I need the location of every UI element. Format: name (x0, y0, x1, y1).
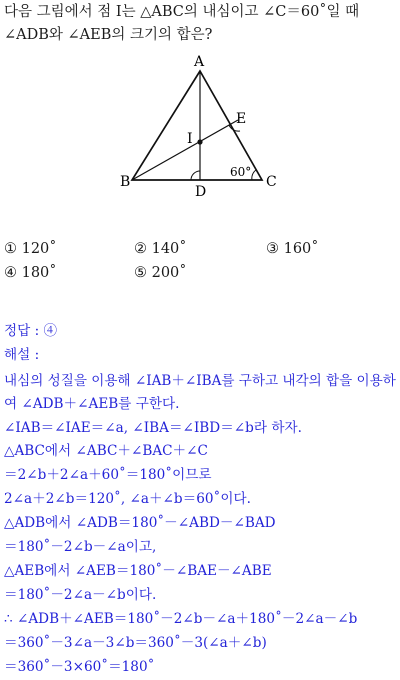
label-c: C (266, 174, 277, 190)
label-i: I (187, 131, 193, 147)
label-a: A (194, 54, 205, 70)
explanation-line-7: △ADB에서 ∠ADB＝180˚－∠ABD－∠BAD (4, 515, 276, 531)
explanation-line-10: ＝180˚－2∠a－∠b이다. (4, 587, 157, 603)
explanation-line-5: ＝2∠b＋2∠a＋60˚＝180˚이므로 (4, 467, 212, 483)
answer-line: 정답 : ④ (4, 323, 58, 339)
explanation-line-11: ∴ ∠ADB＋∠AEB＝180˚－2∠b－∠a＋180˚－2∠a－∠b (4, 611, 358, 627)
angle-mark-c (252, 170, 256, 180)
choice-3[interactable]: ③ 160˚ (266, 241, 319, 257)
choice-5[interactable]: ⑤ 200˚ (134, 265, 187, 281)
choice-2[interactable]: ② 140˚ (134, 241, 187, 257)
explanation-line-12: ＝360˚－3∠a－3∠b＝360˚－3(∠a＋∠b) (4, 635, 267, 651)
angle-label-c: 60° (230, 165, 252, 179)
question-line-2: ∠ADB와 ∠AEB의 크기의 합은? (4, 27, 213, 43)
segment-be (132, 120, 238, 180)
explanation-line-3: ∠IAB＝∠IAE＝∠a, ∠IBA＝∠IBD＝∠b라 하자. (4, 420, 302, 436)
angle-mark-adb (191, 171, 200, 180)
explanation-line-4: △ABC에서 ∠ABC＋∠BAC＋∠C (4, 443, 208, 459)
incenter-point (197, 139, 202, 144)
explanation-line-2: 여 ∠ADB＋∠AEB를 구한다. (4, 396, 180, 412)
explanation-title: 해설 : (4, 347, 40, 363)
label-d: D (195, 184, 207, 200)
label-e: E (236, 111, 247, 127)
explanation-line-8: ＝180˚－2∠b－∠a이고, (4, 539, 157, 555)
explanation-line-9: △AEB에서 ∠AEB＝180˚－∠BAE－∠ABE (4, 563, 272, 579)
label-b: B (120, 174, 131, 190)
question-line-1: 다음 그림에서 점 I는 △ABC의 내심이고 ∠C＝60˚일 때 (4, 4, 360, 20)
explanation-line-13: ＝360˚－3×60˚＝180˚ (4, 659, 155, 675)
explanation-line-1: 내심의 성질을 이용해 ∠IAB＋∠IBA를 구하고 내각의 합을 이용하 (4, 373, 396, 389)
choice-4[interactable]: ④ 180˚ (4, 265, 57, 281)
explanation-line-6: 2∠a＋2∠b＝120˚, ∠a＋∠b＝60˚이다. (4, 491, 251, 507)
triangle-figure (0, 0, 400, 200)
choice-1[interactable]: ① 120˚ (4, 241, 57, 257)
